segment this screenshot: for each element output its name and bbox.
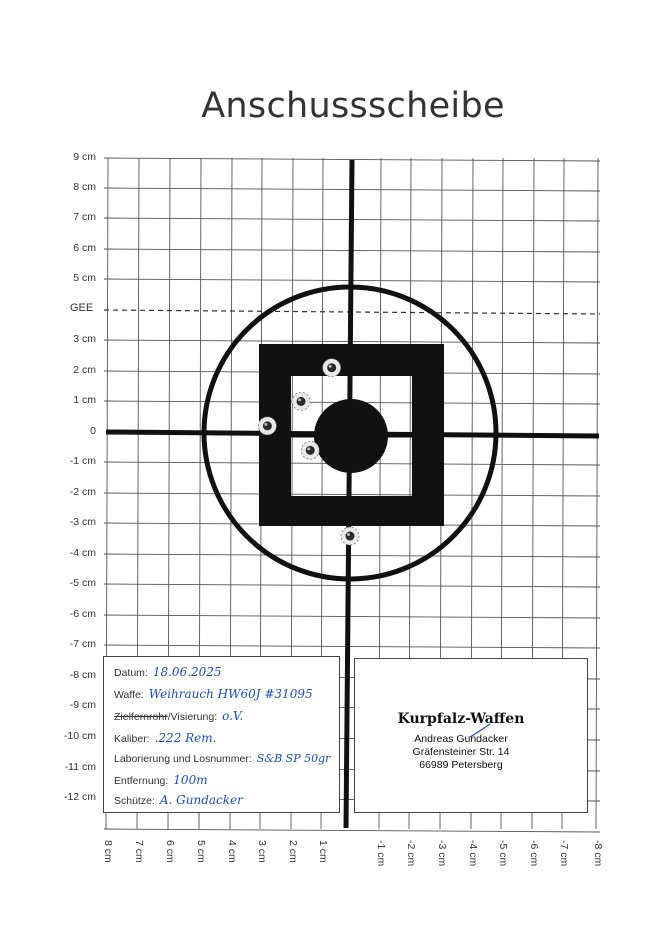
bullet-hole: [301, 441, 319, 459]
y-axis-label: -4 cm: [69, 547, 96, 559]
datum-value: 18.06.2025: [152, 665, 222, 679]
page-title: Anschussscheibe: [201, 86, 505, 126]
bullet-hole: [292, 392, 310, 410]
grid-horizontal-line: [104, 615, 600, 618]
grid-horizontal-line: [104, 584, 600, 587]
entfernung-value: 100m: [173, 773, 208, 787]
x-axis-label: -1 cm: [375, 840, 387, 867]
x-axis-label: -4 cm: [467, 840, 479, 867]
datum-label: Datum:: [114, 667, 148, 679]
datum-row: [114, 665, 222, 679]
x-axis-label: 7 cm: [133, 840, 145, 863]
x-axis-label: -6 cm: [528, 840, 540, 867]
schuetze-label: Schütze:: [114, 795, 155, 807]
zielfernrohr-label: Zielfernrohr: [114, 711, 168, 723]
schuetze-value: A. Gundacker: [159, 793, 243, 807]
y-axis-label: 8 cm: [73, 181, 96, 193]
x-axis-label: -3 cm: [436, 840, 448, 867]
laborierung-label: Laborierung und Losnummer:: [114, 753, 252, 765]
stamp-city: 66989 Petersberg: [419, 759, 503, 771]
bullet-hole: [323, 359, 341, 377]
gee-label: GEE: [70, 302, 94, 314]
y-axis-label: -6 cm: [69, 608, 96, 620]
x-axis-label: 8 cm: [102, 840, 114, 863]
dealer-stamp-box: [354, 658, 588, 813]
schuetze-row: [114, 793, 243, 807]
x-axis-label: 5 cm: [195, 840, 207, 863]
x-axis-label: -7 cm: [558, 840, 570, 867]
info-box: [103, 656, 340, 813]
y-axis-label: 6 cm: [73, 242, 96, 254]
kaliber-label: Kaliber:: [114, 733, 150, 745]
x-axis-label: -2 cm: [405, 840, 417, 867]
y-axis-label: -2 cm: [69, 486, 96, 498]
grid-horizontal-line: [104, 493, 600, 496]
y-axis-label: -11 cm: [64, 761, 96, 773]
x-axis-label: 4 cm: [226, 840, 238, 863]
x-axis-label: -8 cm: [592, 840, 604, 867]
x-axis-label: 6 cm: [164, 840, 176, 863]
kaliber-row: [114, 731, 216, 745]
y-axis-label: -10 cm: [63, 730, 96, 742]
waffe-label: Waffe:: [114, 689, 144, 701]
grid-horizontal-line: [104, 645, 600, 648]
grid-horizontal-line: [104, 829, 600, 832]
bullet-hole: [258, 417, 276, 435]
y-axis-label: 2 cm: [73, 364, 96, 376]
visierung-value: o.V.: [222, 709, 244, 723]
grid-horizontal-line: [104, 554, 600, 557]
y-axis-label: 3 cm: [73, 333, 96, 345]
y-axis-label: -12 cm: [63, 791, 96, 803]
grid-vertical-line: [596, 158, 598, 829]
y-axis-label: 0: [90, 425, 96, 437]
center-bullseye: [314, 399, 388, 473]
kaliber-value: .222 Rem.: [154, 731, 217, 745]
y-axis-label: -8 cm: [69, 669, 96, 681]
bullet-hole: [341, 527, 359, 545]
visierung-label: /Visierung:: [167, 711, 218, 723]
brand-logo: Kurpfalz-Waffen: [397, 711, 525, 727]
entfernung-row: [114, 773, 208, 787]
stamp-street: Gräfensteiner Str. 14: [412, 746, 510, 758]
y-axis-label: -3 cm: [69, 516, 96, 528]
signature-stroke: [469, 723, 491, 739]
y-axis-label: 5 cm: [73, 272, 96, 284]
y-axis-label: 1 cm: [73, 394, 96, 406]
y-axis-label: -9 cm: [69, 699, 96, 711]
y-axis-label: -5 cm: [69, 577, 96, 589]
laborierung-row: [114, 752, 330, 765]
visierung-row: [114, 709, 243, 723]
waffe-value: Weihrauch HW60J #31095: [148, 687, 313, 701]
x-axis-label: -5 cm: [497, 840, 509, 867]
waffe-row: [114, 687, 313, 701]
y-axis-label: -1 cm: [69, 455, 96, 467]
laborierung-value: S&B SP 50gr: [256, 752, 331, 765]
x-axis-label: 3 cm: [256, 840, 268, 863]
y-axis-label: 7 cm: [73, 211, 96, 223]
y-axis-label: 9 cm: [73, 151, 96, 163]
y-axis-label: -7 cm: [69, 638, 96, 650]
stamp-name: Andreas Gundacker: [414, 733, 508, 745]
entfernung-label: Entfernung:: [114, 775, 169, 787]
x-axis-label: 1 cm: [317, 840, 329, 863]
x-axis-label: 2 cm: [287, 840, 299, 863]
